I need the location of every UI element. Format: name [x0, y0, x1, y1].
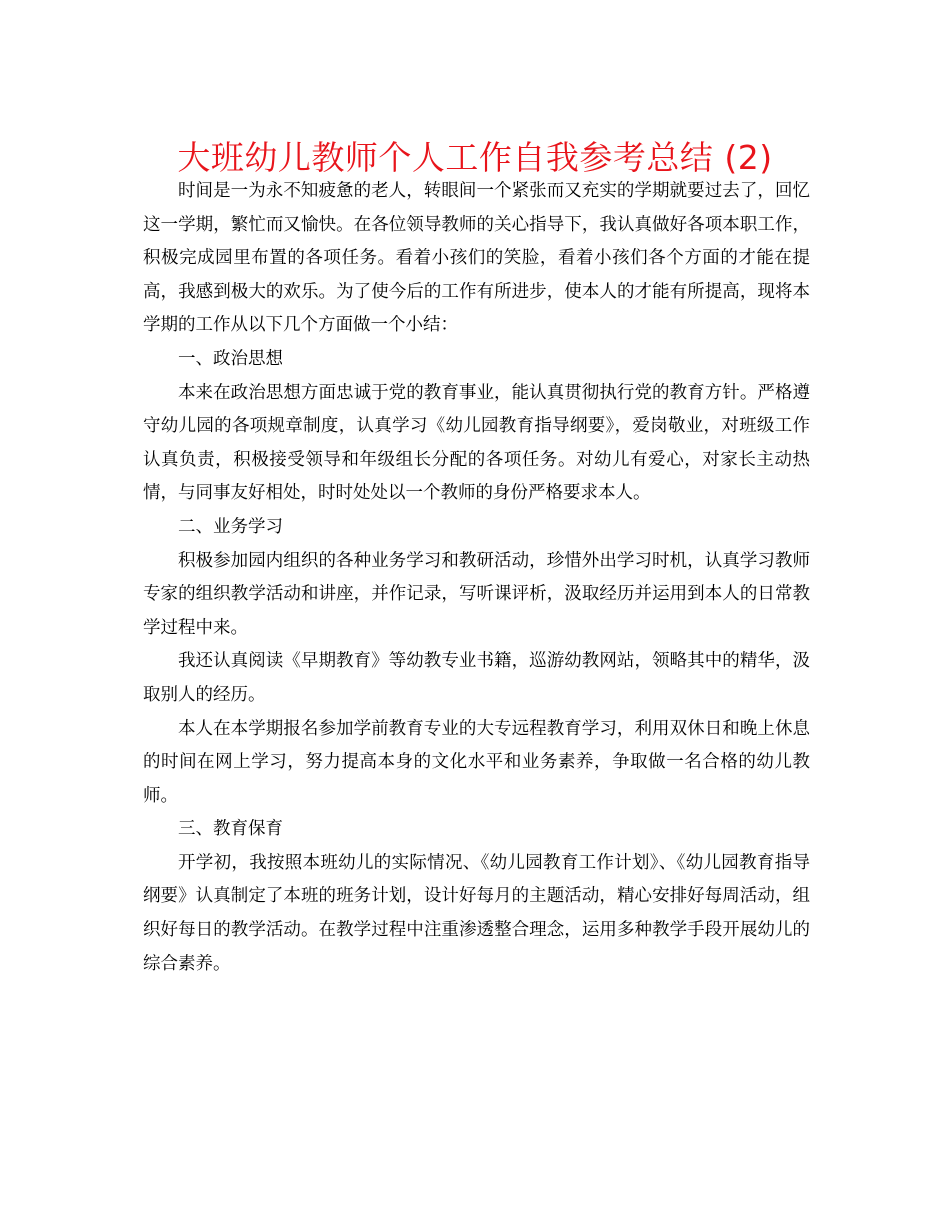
paragraph-education: 开学初，我按照本班幼儿的实际情况、《幼儿园教育工作计划》、《幼儿园教育指导纲要》认真制定了本班的班务计划，设计好每月的主题活动，精心安排好每周活动，组织好每日的教学活动。在教学过程中注重渗透整合理念，运用多种教学手段开展幼儿的综合素养。	[143, 852, 810, 974]
document-title: 大班幼儿教师个人工作自我参考总结 (2)	[177, 138, 773, 177]
document-body	[143, 175, 810, 981]
section-heading-study: 二、业务学习	[178, 516, 283, 537]
paragraph-intro: 时间是一为永不知疲惫的老人，转眼间一个紧张而又充实的学期就要过去了，回忆这一学期，繁忙而又愉快。在各位领导教师的关心指导下，我认真做好各项本职工作，积极完成园里布置的各项任务。看着小孩们的笑脸，看着小孩们各个方面的才能在提高，我感到极大的欢乐。为了使今后的工作有所进步，使本人的才能有所提高，现将本学期的工作从以下几个方面做一个小结：	[143, 181, 810, 336]
paragraph-study-2: 我还认真阅读《早期教育》等幼教专业书籍，巡游幼教网站，领略其中的精华，汲取别人的经历。	[143, 651, 810, 705]
paragraph-study-1: 积极参加园内组织的各种业务学习和教研活动，珍惜外出学习时机，认真学习教师专家的组织教学活动和讲座，并作记录，写听课评析，汲取经历并运用到本人的日常教学过程中来。	[143, 550, 810, 638]
paragraph-politics: 本来在政治思想方面忠诚于党的教育事业，能认真贯彻执行党的教育方针。严格遵守幼儿园的各项规章制度，认真学习《幼儿园教育指导纲要》，爱岗敬业，对班级工作认真负责，积极接受领导和年级组长分配的各项任务。对幼儿有爱心，对家长主动热情，与同事友好相处，时时处处以一个教师的身份严格要求本人。	[143, 382, 810, 504]
section-heading-education: 三、教育保育	[178, 819, 283, 840]
paragraph-study-3: 本人在本学期报名参加学前教育专业的大专远程教育学习，利用双休日和晚上休息的时间在网上学习，努力提高本身的文化水平和业务素养，争取做一名合格的幼儿教师。	[143, 718, 810, 806]
section-heading-politics: 一、政治思想	[178, 348, 283, 369]
